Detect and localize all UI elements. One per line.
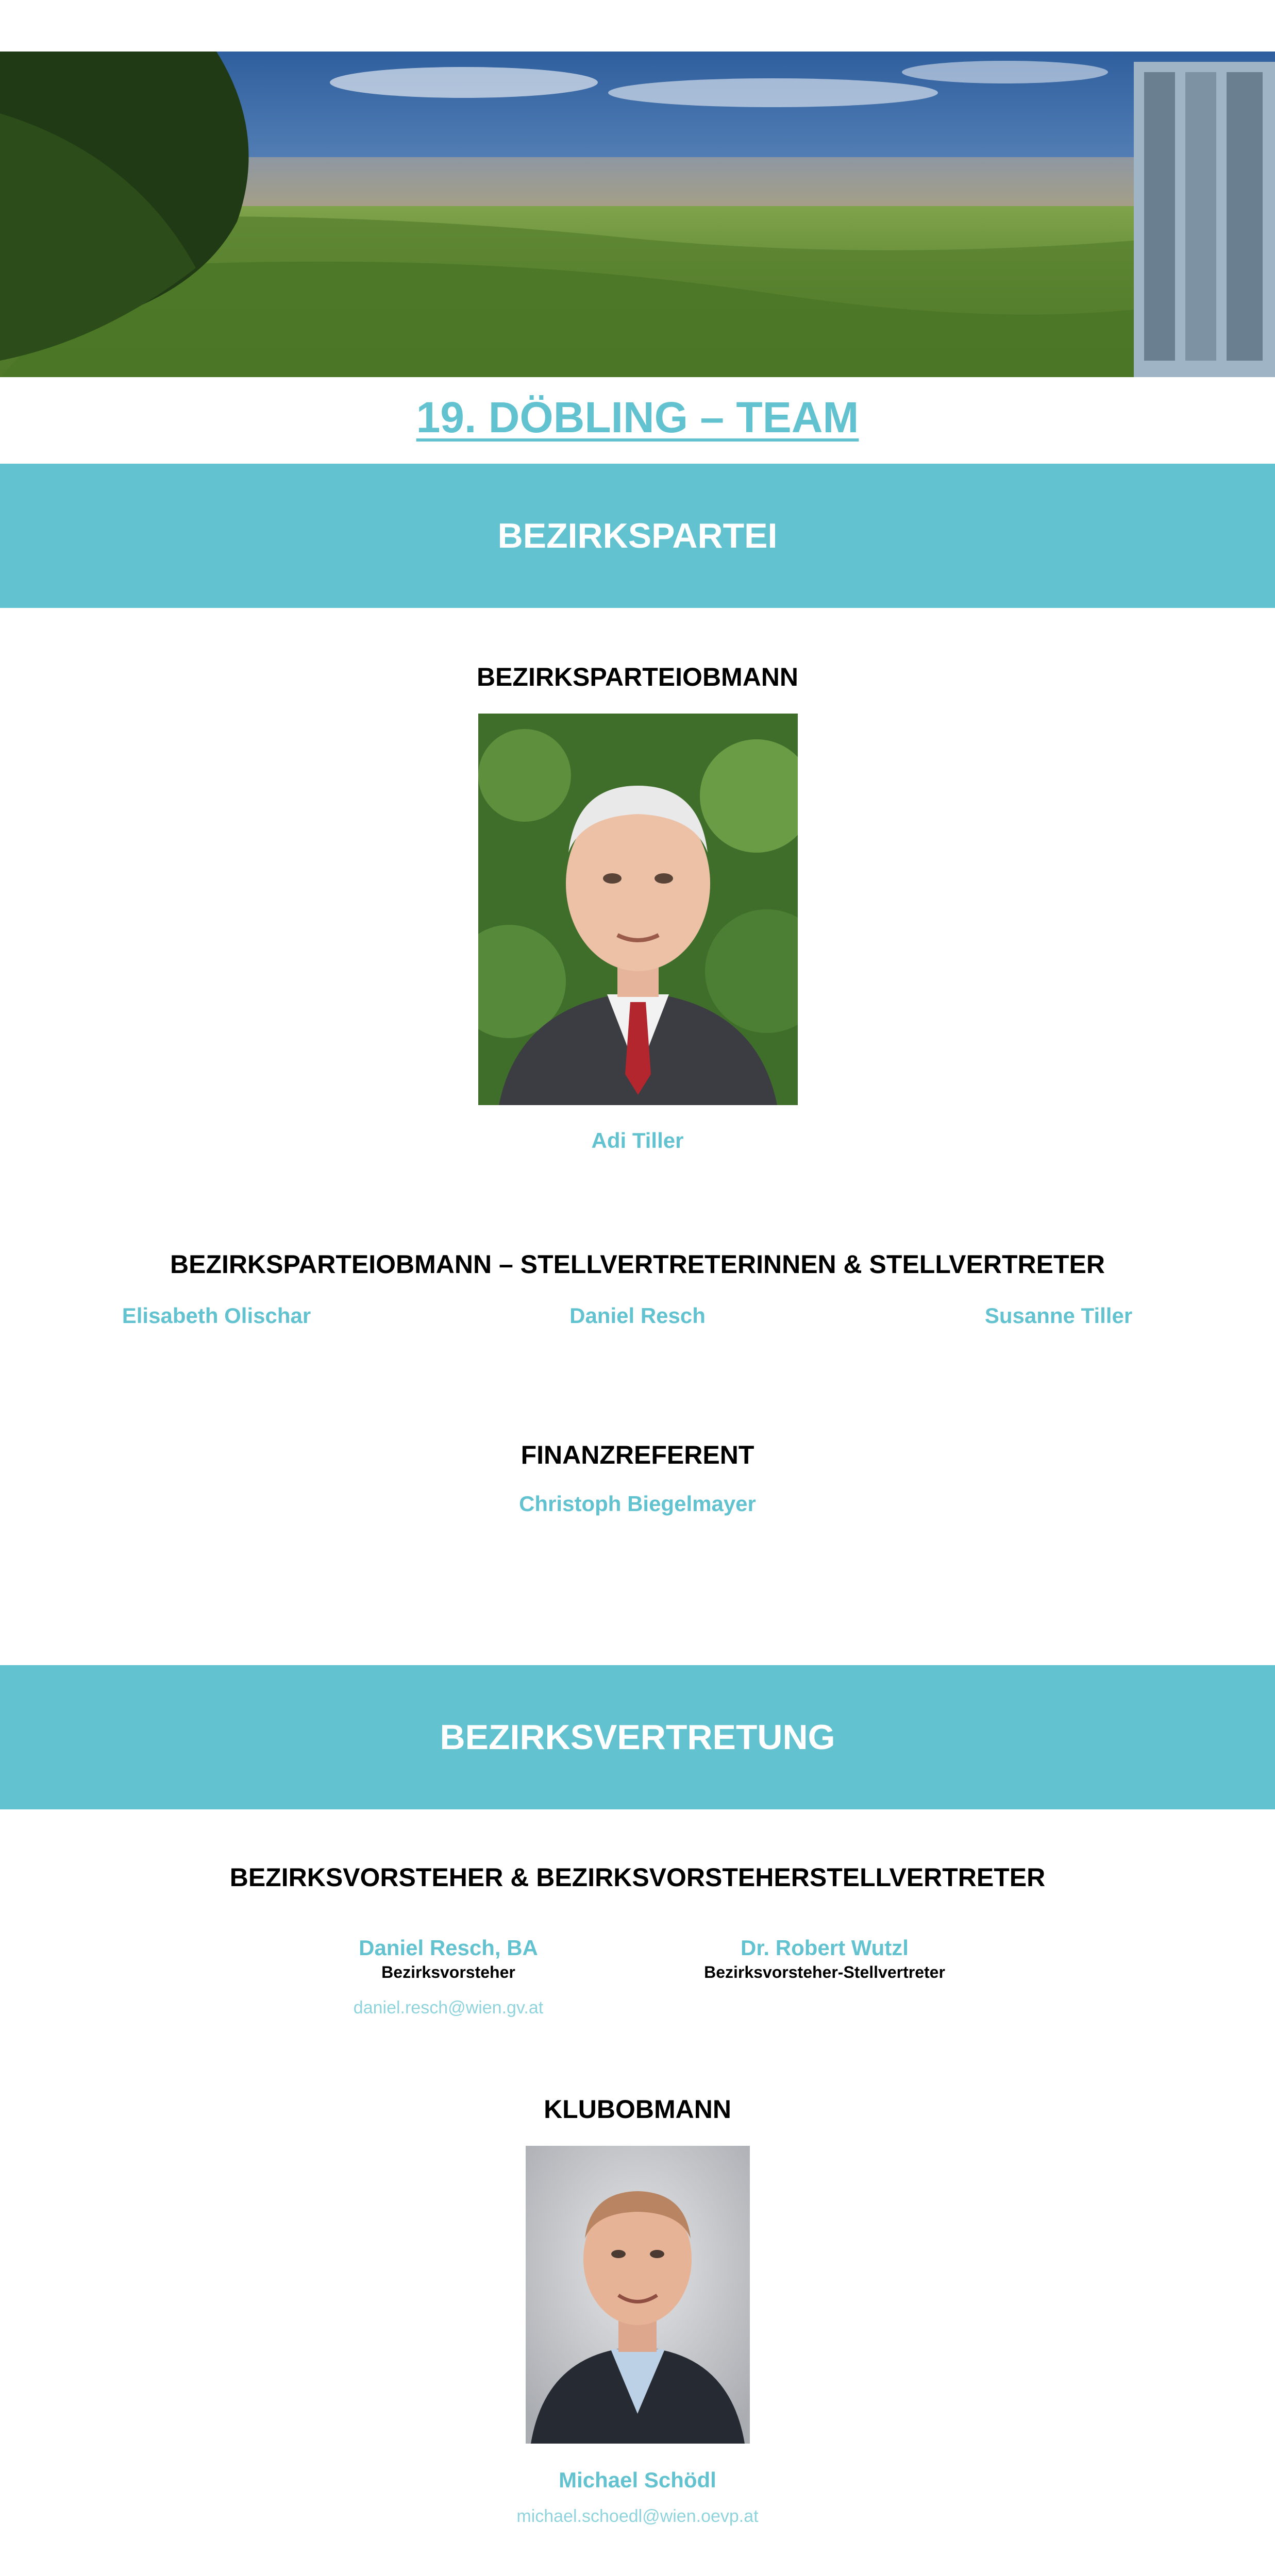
person-name-klubobmann[interactable]: Michael Schödl	[559, 2468, 716, 2492]
person-name-stellvertreter[interactable]: Elisabeth Olischar	[122, 1303, 311, 1328]
email-link[interactable]: michael.schoedl@wien.oevp.at	[516, 2506, 759, 2526]
hero-image	[0, 52, 1275, 377]
person-name-stellvertreter[interactable]: Dr. Robert Wutzl	[741, 1936, 909, 1960]
person-name-stellvertreter[interactable]: Daniel Resch	[569, 1303, 706, 1328]
person-name-finanzreferent[interactable]: Christoph Biegelmayer	[519, 1492, 756, 1516]
heading-stellvertreter: BEZIRKSPARTEIOBMANN – STELLVERTRETERINNEN & STELLVERTRETER	[170, 1250, 1105, 1279]
photo-michael-schoedl	[526, 2146, 750, 2444]
person-role: Bezirksvorsteher-Stellvertreter	[704, 1963, 945, 1981]
heading-bezirksvorsteher: BEZIRKSVORSTEHER & BEZIRKSVORSTEHERSTELLVERTRETER	[229, 1863, 1046, 1892]
photo-adi-tiller	[478, 714, 798, 1105]
person-name-stellvertreter[interactable]: Susanne Tiller	[984, 1303, 1133, 1328]
email-link[interactable]: daniel.resch@wien.gv.at	[353, 1998, 544, 2018]
section-band-bezirksvertretung: BEZIRKSVERTRETUNG	[0, 1665, 1275, 1809]
person-name-bezirksvorsteher[interactable]: Daniel Resch, BA	[359, 1936, 538, 1960]
heading-bezirksparteiobmann: BEZIRKSPARTEIOBMANN	[476, 663, 799, 691]
section-band-bezirkspartei: BEZIRKSPARTEI	[0, 464, 1275, 608]
page-title: 19. DÖBLING – TEAM	[416, 393, 859, 442]
person-role: Bezirksvorsteher	[381, 1963, 515, 1981]
person-name-adi-tiller[interactable]: Adi Tiller	[591, 1128, 684, 1153]
heading-klubobmann: KLUBOBMANN	[544, 2095, 731, 2124]
heading-finanzreferent: FINANZREFERENT	[521, 1440, 754, 1469]
